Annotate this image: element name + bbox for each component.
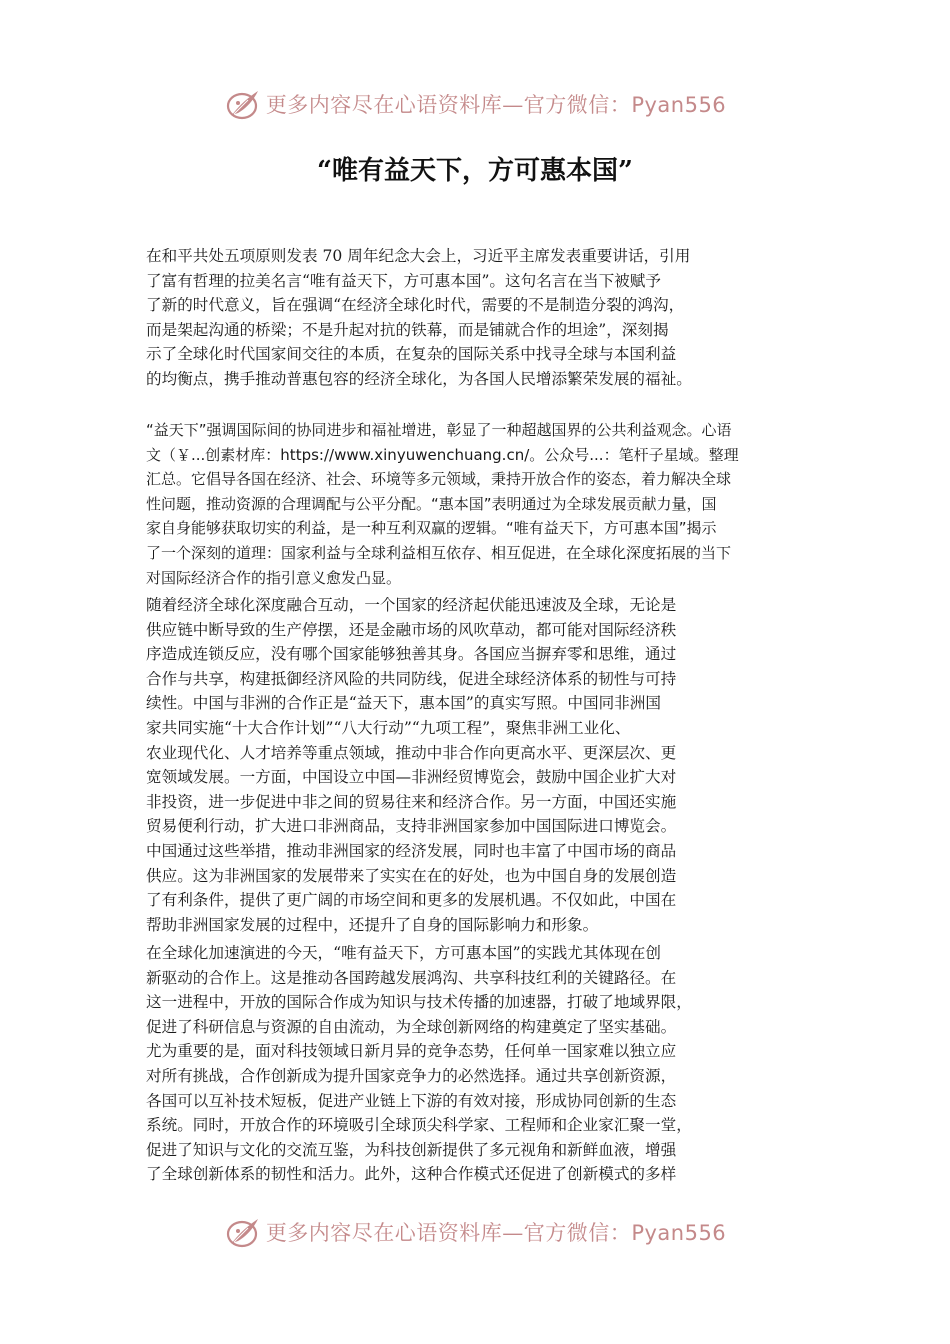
text-line: 对国际经济合作的指引意义愈发凸显。 bbox=[146, 568, 402, 587]
paragraph-2 bbox=[146, 418, 811, 590]
text-line: 续性。中国与非洲的合作正是“益天下，惠本国”的真实写照。中国同非洲国 bbox=[146, 694, 661, 713]
paragraph-4 bbox=[146, 941, 811, 1187]
text-line: 贸易便利行动，扩大进口非洲商品，支持非洲国家参加中国国际进口博览会。 bbox=[146, 817, 677, 836]
text-line: 的均衡点，携手推动普惠包容的经济全球化，为各国人民增添繁荣发展的福祉。 bbox=[146, 369, 692, 388]
text-line: “益天下”强调国际间的协同进步和福祉增进，彰显了一种超越国界的公共利益观念。心语 bbox=[146, 421, 732, 439]
text-line: 供应链中断导致的生产停摆，还是金融市场的风吹草动，都可能对国际经济秩 bbox=[146, 620, 677, 639]
paragraph-3 bbox=[146, 593, 811, 937]
text-line: 新驱动的合作上。这是推动各国跨越发展鸿沟、共享科技红利的关键路径。在 bbox=[146, 968, 677, 987]
text-line: 性问题，推动资源的合理调配与公平分配。“惠本国”表明通过为全球发展贡献力量，国 bbox=[146, 494, 717, 513]
text-line: 宽领域发展。一方面，中国设立中国—非洲经贸博览会，鼓励中国企业扩大对 bbox=[146, 768, 677, 787]
text-line: 家共同实施“十大合作计划”“八大行动”“九项工程”，聚焦非洲工业化、 bbox=[146, 718, 631, 737]
text-line: 了全球创新体系的韧性和活力。此外，这种合作模式还促进了创新模式的多样 bbox=[146, 1165, 677, 1184]
text-line: 汇总。它倡导各国在经济、社会、环境等多元领域，秉持开放合作的姿态，着力解决全球 bbox=[146, 470, 732, 489]
text-line: 这一进程中，开放的国际合作成为知识与技术传播的加速器，打破了地域界限， bbox=[146, 993, 692, 1012]
paragraph-1 bbox=[146, 244, 811, 392]
text-line: 帮助非洲国家发展的过程中，还提升了自身的国际影响力和形象。 bbox=[146, 915, 599, 934]
watermark-text: 更多内容尽在心语资料库—官方微信：Pyan556 bbox=[265, 93, 727, 117]
text-line: 中国通过这些举措，推动非洲国家的经济发展，同时也丰富了中国市场的商品 bbox=[146, 841, 677, 860]
quill-logo-icon bbox=[224, 1215, 262, 1249]
text-line: 了新的时代意义，旨在强调“在经济全球化时代，需要的不是制造分裂的鸿沟， bbox=[146, 296, 685, 315]
text-line: 示了全球化时代国家间交往的本质，在复杂的国际关系中找寻全球与本国利益 bbox=[146, 345, 677, 364]
text-line: 了富有哲理的拉美名言“唯有益天下，方可惠本国”。这句名言在当下被赋予 bbox=[146, 271, 661, 290]
text-line: 对所有挑战，合作创新成为提升国家竞争力的必然选择。通过共享创新资源， bbox=[146, 1066, 677, 1085]
text-line: 系统。同时，开放合作的环境吸引全球顶尖科学家、工程师和企业家汇聚一堂， bbox=[146, 1116, 692, 1135]
text-line: 而是架起沟通的桥梁；不是升起对抗的铁幕，而是铺就合作的坦途”，深刻揭 bbox=[146, 320, 669, 339]
quill-logo-icon bbox=[224, 87, 262, 121]
text-line: 促进了科研信息与资源的自由流动，为全球创新网络的构建奠定了坚实基础。 bbox=[146, 1017, 677, 1036]
text-line: 序造成连锁反应，没有哪个国家能够独善其身。各国应当摒弃零和思维，通过 bbox=[146, 645, 677, 664]
text-line: 农业现代化、人才培养等重点领域，推动中非合作向更高水平、更深层次、更 bbox=[146, 743, 677, 762]
text-line: 合作与共享，构建抵御经济风险的共同防线，促进全球经济体系的韧性与可持 bbox=[146, 669, 677, 688]
text-line: 各国可以互补技术短板，促进产业链上下游的有效对接，形成协同创新的生态 bbox=[146, 1091, 677, 1110]
text-line: 促进了知识与文化的交流互鉴，为科技创新提供了多元视角和新鲜血液，增强 bbox=[146, 1140, 677, 1159]
text-line: 文（￥...创素材库：https://www.xinyuwenchuang.cn/。公众号...：笔杆子星域。整理 bbox=[146, 445, 739, 464]
document-title: “唯有益天下，方可惠本国” bbox=[317, 156, 633, 186]
text-line: 尤为重要的是，面对科技领域日新月异的竞争态势，任何单一国家难以独立应 bbox=[146, 1042, 677, 1061]
text-line: 供应。这为非洲国家的发展带来了实实在在的好处，也为中国自身的发展创造 bbox=[146, 866, 677, 885]
text-line: 了有利条件，提供了更广阔的市场空间和更多的发展机遇。不仅如此，中国在 bbox=[146, 891, 677, 910]
footer-watermark bbox=[0, 1212, 950, 1252]
text-line: 非投资，进一步促进中非之间的贸易往来和经济合作。另一方面，中国还实施 bbox=[146, 792, 677, 811]
text-line: 在全球化加速演进的今天，“唯有益天下，方可惠本国”的实践尤其体现在创 bbox=[146, 944, 661, 962]
text-line: 随着经济全球化深度融合互动，一个国家的经济起伏能迅速波及全球，无论是 bbox=[146, 596, 677, 614]
text-line: 家自身能够获取切实的利益，是一种互利双赢的逻辑。“唯有益天下，方可惠本国”揭示 bbox=[146, 519, 717, 538]
text-line: 在和平共处五项原则发表 70 周年纪念大会上，习近平主席发表重要讲话，引用 bbox=[146, 247, 691, 265]
text-line: 了一个深刻的道理：国家利益与全球利益相互依存、相互促进，在全球化深度拓展的当下 bbox=[146, 543, 732, 562]
watermark-text: 更多内容尽在心语资料库—官方微信：Pyan556 bbox=[265, 1221, 727, 1245]
header-watermark bbox=[0, 84, 950, 124]
